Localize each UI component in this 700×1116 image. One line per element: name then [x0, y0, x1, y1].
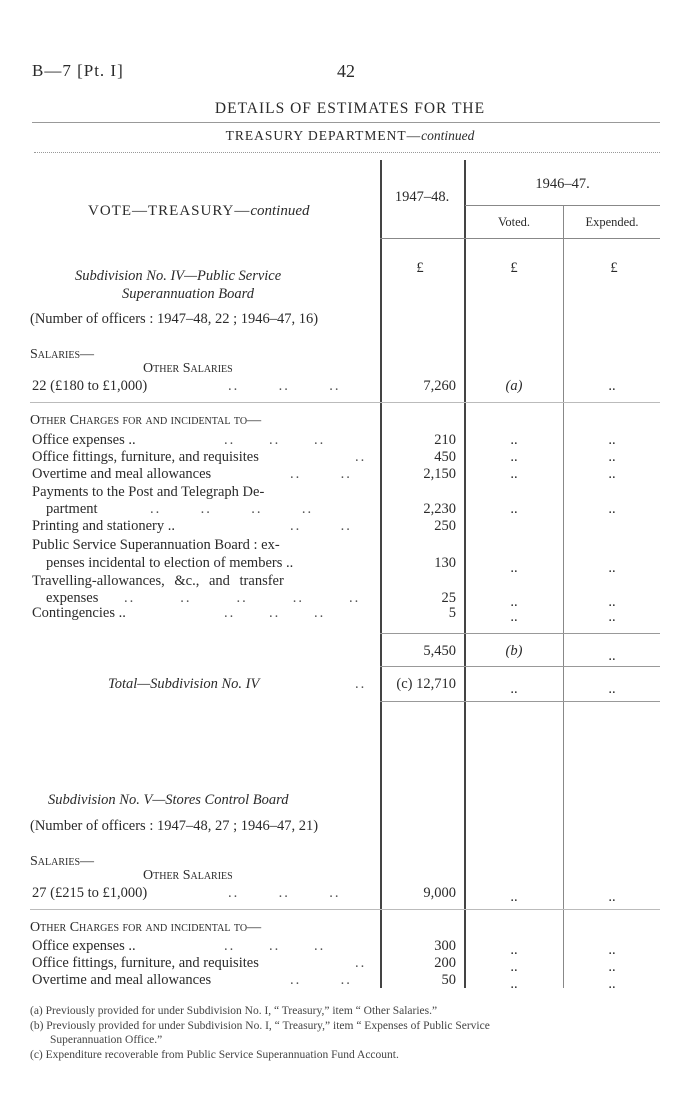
- sub4-salaries-heading: Salaries—: [30, 347, 95, 362]
- sub4-item-leaders: .. ..: [290, 518, 352, 534]
- sub5-item-label: Office expenses ..: [32, 938, 136, 954]
- sub5-item-leaders: ..: [355, 955, 367, 971]
- sub4-item-label: Printing and stationery ..: [32, 518, 175, 534]
- sub4-subtotal-expended: ..: [608, 648, 616, 664]
- sub4-total-voted: ..: [510, 681, 518, 697]
- sub4-item-expended: ..: [608, 594, 616, 610]
- sub4-item-label: Office fittings, furniture, and requisites: [32, 449, 259, 465]
- title-rule: [32, 122, 660, 123]
- sub4-item-value: 2,230: [423, 501, 456, 517]
- sub4-item-voted: ..: [510, 594, 518, 610]
- col-1946-rule: [465, 205, 660, 206]
- col-header-voted: Voted.: [497, 215, 531, 229]
- sub5-salary-voted: ..: [510, 889, 518, 905]
- sub4-item-voted: ..: [510, 466, 518, 482]
- sub5-salary-leaders: .. .. ..: [228, 885, 341, 901]
- sub4-subtotal-rule: [380, 633, 660, 634]
- sub4-item-label: Public Service Superannuation Board : ex-: [32, 537, 280, 553]
- sub5-item-value: 300: [434, 938, 456, 954]
- sub4-total-expended: ..: [608, 681, 616, 697]
- page-title: DETAILS OF ESTIMATES FOR THE: [214, 100, 486, 117]
- sub4-total-leaders: ..: [355, 676, 367, 692]
- sub4-item-leaders: .. .. ..: [224, 605, 326, 621]
- sub4-subtotal: 5,450: [423, 643, 456, 659]
- sub4-item-label: expenses: [46, 590, 99, 606]
- sub4-title-2: Superannuation Board: [122, 286, 254, 302]
- sub4-item-leaders: .. .. .. ..: [150, 501, 314, 517]
- sub4-item-value: 250: [434, 518, 456, 534]
- sub5-item-leaders: .. ..: [290, 972, 352, 988]
- sub4-item-value: 2,150: [423, 466, 456, 482]
- footnote-c: (c) Expenditure recoverable from Public Service Superannuation Fund Account.: [30, 1049, 399, 1061]
- sub5-item-voted: ..: [510, 942, 518, 958]
- sub4-item-leaders: ..: [355, 449, 367, 465]
- sub4-item-label: Travelling-allowances, &c., and transfer: [32, 573, 284, 589]
- sub4-total-label: Total—Subdivision No. IV: [108, 676, 260, 692]
- col-header-expended: Expended.: [585, 215, 639, 229]
- sub4-item-voted: ..: [510, 449, 518, 465]
- sub4-item-leaders: .. ..: [290, 466, 352, 482]
- department-name: TREASURY DEPARTMENT—: [225, 128, 422, 143]
- col-header-1946-47: 1946–47.: [535, 176, 590, 192]
- footnote-b: (b) Previously provided for under Subdivision No. I, “ Treasury,” item “ Expenses of Public Service: [30, 1020, 490, 1032]
- col-header-bottom-rule: [380, 238, 660, 239]
- sub4-item-expended: ..: [608, 609, 616, 625]
- sub4-item-value: 25: [441, 590, 456, 606]
- sub4-salary-expended: ..: [608, 378, 616, 394]
- sub4-item-value: 450: [434, 449, 456, 465]
- col-rule-left: [380, 160, 382, 988]
- department-heading: [0, 128, 700, 144]
- sub4-item-value: 210: [434, 432, 456, 448]
- vote-continued: continued: [250, 203, 310, 219]
- sub5-salary-value: 9,000: [423, 885, 456, 901]
- sub4-total-rule-bottom: [380, 701, 660, 702]
- department-continued: continued: [421, 128, 475, 143]
- sub4-item-label: Contingencies ..: [32, 605, 126, 621]
- sub5-salaries-heading: Salaries—: [30, 854, 95, 869]
- vote-title: VOTE—TREASURY—: [88, 203, 251, 219]
- sub4-total-value: (c) 12,710: [396, 676, 456, 692]
- footnote-b-cont: Superannuation Office.”: [50, 1034, 163, 1046]
- sub4-item-leaders: .. .. .. .. ..: [124, 590, 361, 606]
- vote-heading: [88, 203, 310, 220]
- currency-1947: £: [416, 260, 424, 276]
- currency-voted: £: [510, 260, 518, 276]
- sub4-item-value: 130: [434, 555, 456, 571]
- sub4-item-voted: ..: [510, 609, 518, 625]
- footnote-a: (a) Previously provided for under Subdivision No. I, “ Treasury,” item “ Other Salaries.”: [30, 1005, 438, 1017]
- sub4-other-salaries-heading: Other Salaries: [143, 361, 233, 376]
- sub4-item-expended: ..: [608, 432, 616, 448]
- sub4-item-expended: ..: [608, 501, 616, 517]
- sub4-item-expended: ..: [608, 466, 616, 482]
- sub4-item-voted: ..: [510, 432, 518, 448]
- sub5-title: Subdivision No. V—Stores Control Board: [48, 792, 289, 808]
- sub5-officers: (Number of officers : 1947–48, 27 ; 1946–47, 21): [30, 818, 319, 834]
- sub4-salary-value: 7,260: [423, 378, 456, 394]
- sub5-other-salaries-heading: Other Salaries: [143, 868, 233, 883]
- sub5-salary-expended: ..: [608, 889, 616, 905]
- sub4-salary-rule: [30, 402, 660, 403]
- sub4-item-label: Overtime and meal allowances: [32, 466, 212, 482]
- sub5-item-voted: ..: [510, 959, 518, 975]
- sub5-salary-line: 27 (£215 to £1,000): [32, 885, 148, 901]
- sub4-title: Subdivision No. IV—Public Service: [75, 268, 282, 284]
- sub4-subtotal-voted: (b): [505, 643, 523, 659]
- sub4-item-label: penses incidental to election of members ..: [46, 555, 294, 571]
- sub4-total-rule-top: [380, 666, 660, 667]
- sub5-item-leaders: .. .. ..: [224, 938, 326, 954]
- sub5-other-charges-heading: Other Charges for and incidental to—: [30, 920, 262, 935]
- sub5-item-value: 50: [441, 972, 456, 988]
- page-ref: B—7 [Pt. I]: [32, 61, 124, 80]
- sub4-salary-voted: (a): [505, 378, 523, 394]
- sub4-salary-leaders: .. .. ..: [228, 378, 341, 394]
- sub4-item-label: Office expenses ..: [32, 432, 136, 448]
- header-rule: [34, 152, 660, 153]
- sub4-item-leaders: .. .. ..: [224, 432, 326, 448]
- sub4-other-charges-heading: Other Charges for and incidental to—: [30, 413, 262, 428]
- sub5-item-label: Overtime and meal allowances: [32, 972, 212, 988]
- col-header-1947-48: 1947–48.: [394, 189, 450, 205]
- sub4-item-value: 5: [448, 605, 456, 621]
- sub4-item-expended: ..: [608, 449, 616, 465]
- sub5-item-value: 200: [434, 955, 456, 971]
- sub4-item-voted: ..: [510, 560, 518, 576]
- sub4-item-voted: ..: [510, 501, 518, 517]
- sub4-officers: (Number of officers : 1947–48, 22 ; 1946–47, 16): [30, 311, 319, 327]
- sub5-item-label: Office fittings, furniture, and requisites: [32, 955, 259, 971]
- page-number: 42: [337, 61, 355, 81]
- currency-expended: £: [610, 260, 618, 276]
- sub4-item-label: Payments to the Post and Telegraph De-: [32, 484, 265, 500]
- sub5-item-expended: ..: [608, 976, 616, 992]
- sub4-item-label: partment: [46, 501, 98, 517]
- sub4-item-expended: ..: [608, 560, 616, 576]
- sub5-item-expended: ..: [608, 942, 616, 958]
- sub5-item-expended: ..: [608, 959, 616, 975]
- sub5-salary-rule: [30, 909, 660, 910]
- sub5-item-voted: ..: [510, 976, 518, 992]
- sub4-salary-line: 22 (£180 to £1,000): [32, 378, 148, 394]
